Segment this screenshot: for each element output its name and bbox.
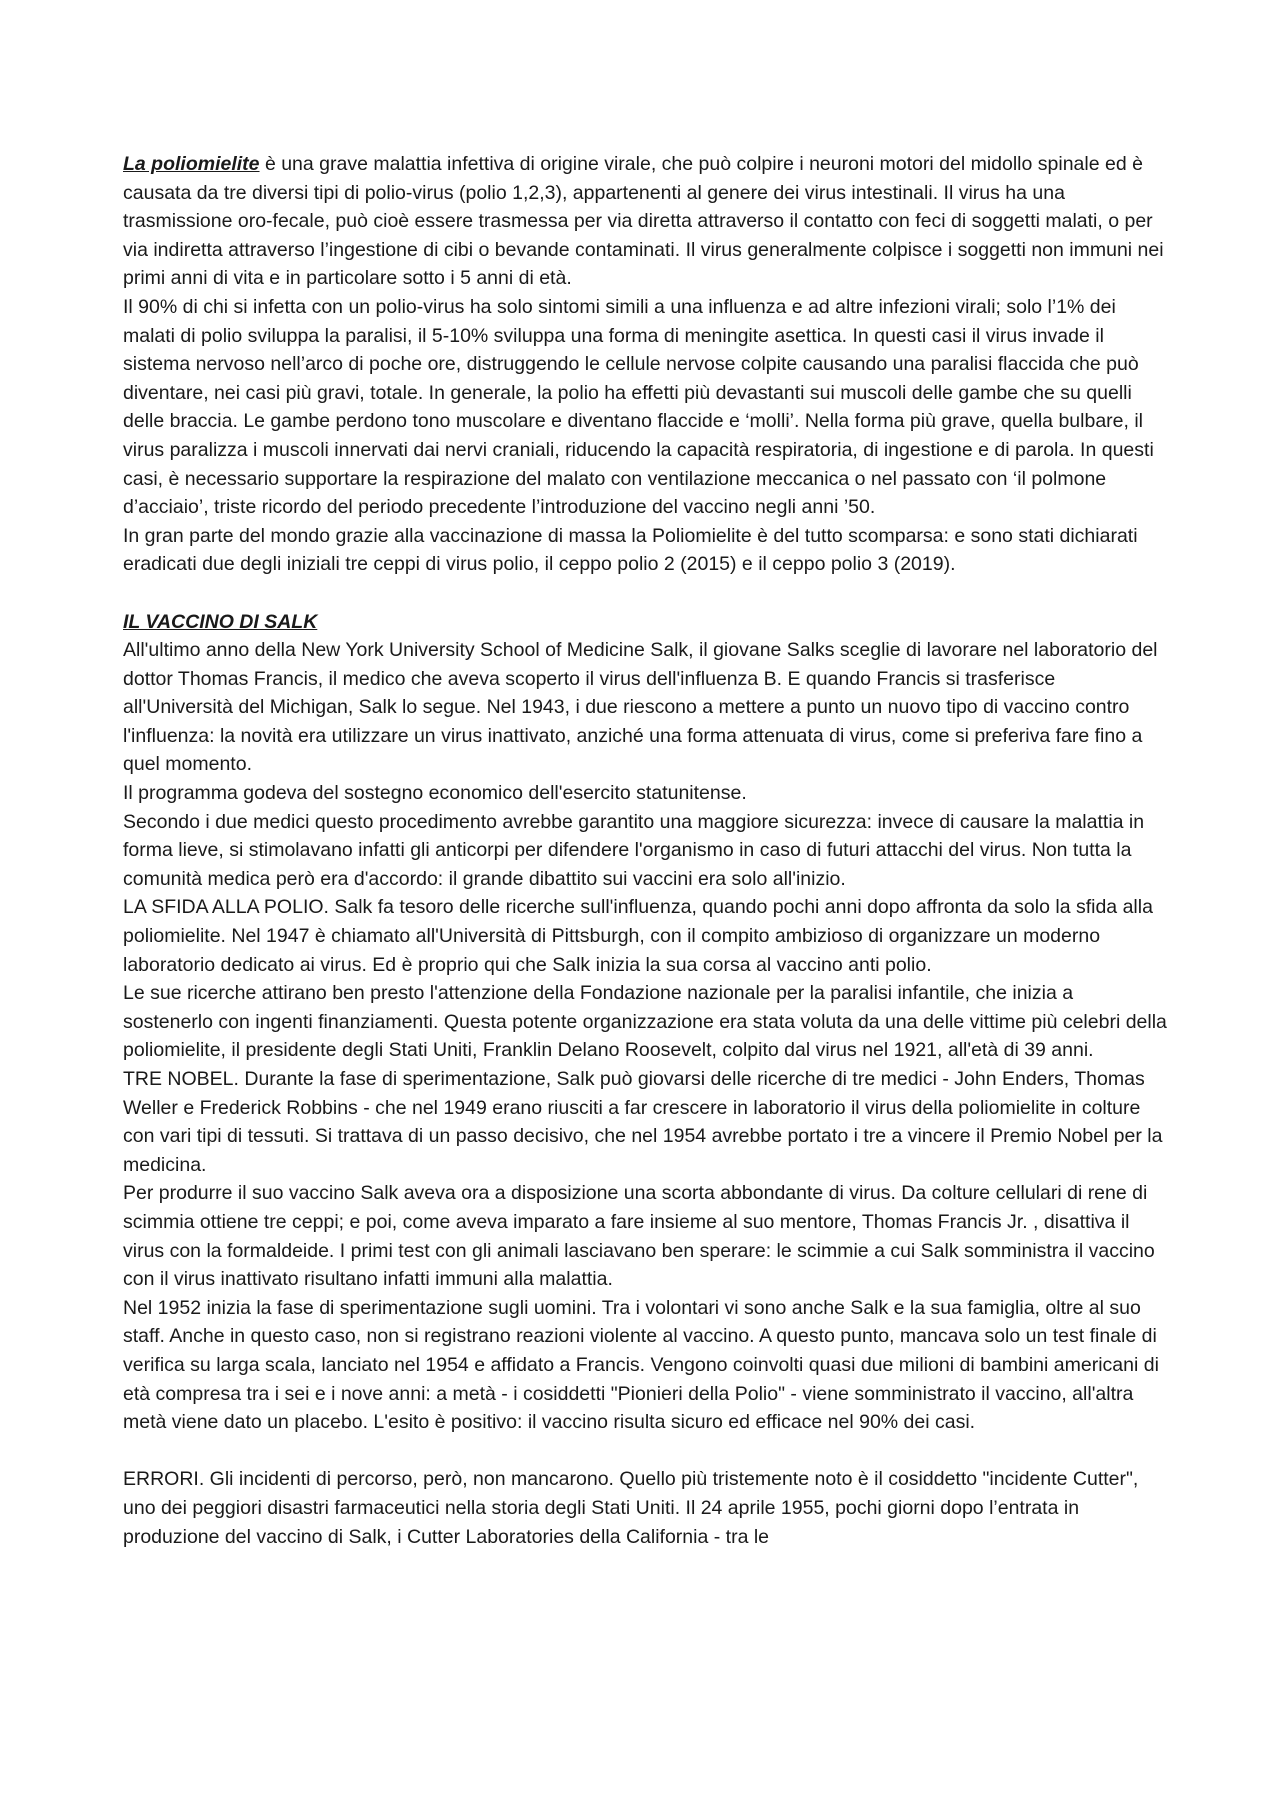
intro-paragraph-3: In gran parte del mondo grazie alla vaccinazione di massa la Poliomielite è del tutto scomparsa: e sono stati dichiarati eradicati due degli iniziali tre ceppi di virus polio, il ceppo polio 2 (2015) e il ceppo polio 3 (2019). — [123, 524, 1138, 576]
salk-paragraph-6: TRE NOBEL. Durante la fase di sperimentazione, Salk può giovarsi delle ricerche di tre medici - John Enders, Thomas Weller e Frederick Robbins - che nel 1949 erano riusciti a far crescere in laboratorio il virus della poliomielite in colture con vari tipi di tessuti. Si trattava di un passo decisivo, che nel 1954 avrebbe portato i tre a vincere il Premio Nobel per la medicina. — [123, 1068, 1163, 1176]
salk-heading — [123, 608, 1168, 637]
salk-paragraph-2: Il programma godeva del sostegno economico dell'esercito statunitense. — [123, 782, 747, 805]
intro-paragraph-1-text: è una grave malattia infettiva di origine virale, che può colpire i neuroni motori del midollo spinale ed è causata da tre diversi tipi di polio-virus (polio 1,2,3), appartenenti al genere dei virus intestinali. Il virus ha una trasmissione oro-fecale, può cioè essere trasmessa per via diretta attraverso il contatto con feci di soggetti malati, o per via indiretta attraverso l’ingestione di cibi o bevande contaminati. Il virus generalmente colpisce i soggetti non immuni nei primi anni di vita e in particolare sotto i 5 anni di età. — [123, 153, 1164, 290]
salk-paragraph-9: ERRORI. Gli incidenti di percorso, però, non mancarono. Quello più tristemente noto è il cosiddetto "incidente Cutter", uno dei peggiori disastri farmaceutici nella storia degli Stati Uniti. Il 24 aprile 1955, pochi giorni dopo l’entrata in produzione del vaccino di Salk, i Cutter Laboratories della California - tra le — [123, 1468, 1139, 1548]
spacer — [123, 579, 1168, 608]
salk-paragraph-5: Le sue ricerche attirano ben presto l'attenzione della Fondazione nazionale per la paralisi infantile, che inizia a sostenerlo con ingenti finanziamenti. Questa potente organizzazione era stata voluta da una delle vittime più celebri della poliomielite, il presidente degli Stati Uniti, Franklin Delano Roosevelt, colpito dal virus nel 1921, all'età di 39 anni. — [123, 982, 1167, 1062]
salk-heading-text: IL VACCINO DI SALK — [123, 610, 318, 633]
spacer — [123, 1437, 1168, 1466]
salk-paragraph-8: Nel 1952 inizia la fase di sperimentazione sugli uomini. Tra i volontari vi sono anche Salk e la sua famiglia, oltre al suo staff. Anche in questo caso, non si registrano reazioni violente al vaccino. A questo punto, mancava solo un test finale di verifica su larga scala, lanciato nel 1954 e affidato a Francis. Vengono coinvolti quasi due milioni di bambini americani di età compresa tra i sei e i nove anni: a metà - i cosiddetti "Pionieri della Polio" - viene somministrato il vaccino, all'altra metà viene dato un placebo. L'esito è positivo: il vaccino risulta sicuro ed efficace nel 90% dei casi. — [123, 1296, 1159, 1434]
document-page — [123, 150, 1168, 1551]
intro-paragraph-1 — [123, 150, 1168, 293]
salk-paragraph-1: All'ultimo anno della New York University School of Medicine Salk, il giovane Salks sceglie di lavorare nel laboratorio del dottor Thomas Francis, il medico che aveva scoperto il virus dell'influenza B. E quando Francis si trasferisce all'Università del Michigan, Salk lo segue. Nel 1943, i due riescono a mettere a punto un nuovo tipo di vaccino contro l'influenza: la novità era utilizzare un virus inattivato, anziché una forma attenuata di virus, come si preferiva fare fino a quel momento. — [123, 639, 1158, 776]
salk-paragraph-7: Per produrre il suo vaccino Salk aveva ora a disposizione una scorta abbondante di virus. Da colture cellulari di rene di scimmia ottiene tre ceppi; e poi, come aveva imparato a fare insieme al suo mentore, Thomas Francis Jr. , disattiva il virus con la formaldeide. I primi test con gli animali lasciavano ben sperare: le scimmie a cui Salk somministra il vaccino con il virus inattivato risultano infatti immuni alla malattia. — [123, 1182, 1155, 1291]
intro-heading: La poliomielite — [123, 153, 260, 175]
salk-paragraph-3: Secondo i due medici questo procedimento avrebbe garantito una maggiore sicurezza: invece di causare la malattia in forma lieve, si stimolavano infatti gli anticorpi per difendere l'organismo in caso di futuri attacchi del virus. Non tutta la comunità medica però era d'accordo: il grande dibattito sui vaccini era solo all'inizio. — [123, 810, 1145, 890]
salk-paragraph-4: LA SFIDA ALLA POLIO. Salk fa tesoro delle ricerche sull'influenza, quando pochi anni dopo affronta da solo la sfida alla poliomielite. Nel 1947 è chiamato all'Università di Pittsburgh, con il compito ambizioso di organizzare un moderno laboratorio dedicato ai virus. Ed è proprio qui che Salk inizia la sua corsa al vaccino anti polio. — [123, 896, 1153, 976]
intro-paragraph-2: Il 90% di chi si infetta con un polio-virus ha solo sintomi simili a una influenza e ad altre infezioni virali; solo l’1% dei malati di polio sviluppa la paralisi, il 5-10% sviluppa una forma di meningite asettica. In questi casi il virus invade il sistema nervoso nell’arco di poche ore, distruggendo le cellule nervose colpite causando una paralisi flaccida che può diventare, nei casi più gravi, totale. In generale, la polio ha effetti più devastanti sui muscoli delle gambe che su quelli delle braccia. Le gambe perdono tono muscolare e diventano flaccide e ‘molli’. Nella forma più grave, quella bulbare, il virus paralizza i muscoli innervati dai nervi craniali, riducendo la capacità respiratoria, di ingestione e di parola. In questi casi, è necessario supportare la respirazione del malato con ventilazione meccanica o nel passato con ‘il polmone d’acciaio’, triste ricordo del periodo precedente l’introduzione del vaccino negli anni ’50. — [123, 295, 1154, 519]
